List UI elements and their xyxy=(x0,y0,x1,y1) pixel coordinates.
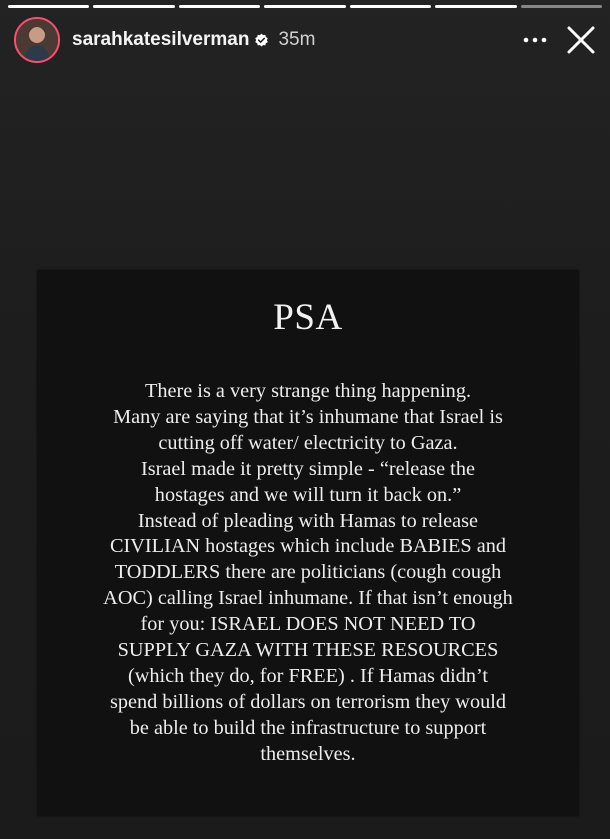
post-title: PSA xyxy=(273,297,343,338)
psa-post-card xyxy=(37,270,579,816)
progress-segment xyxy=(8,5,89,8)
progress-segment xyxy=(521,5,602,8)
post-body-line: SUPPLY GAZA WITH THESE RESOURCES xyxy=(117,639,499,662)
avatar-image xyxy=(16,19,58,61)
close-icon[interactable] xyxy=(564,23,598,57)
post-time: 35m xyxy=(278,29,316,50)
post-body-line: There is a very strange thing happening. xyxy=(144,380,472,402)
post-body-line: spend billions of dollars on terrorism they would xyxy=(110,690,506,713)
verified-badge-icon xyxy=(254,33,269,48)
progress-segment xyxy=(435,5,516,8)
story-progress-bar xyxy=(8,5,602,8)
progress-segment xyxy=(350,5,431,8)
progress-segment xyxy=(264,5,345,8)
post-body-line: TODDLERS there are politicians (cough cough xyxy=(114,561,502,584)
post-body-line: AOC) calling Israel inhumane. If that isn’t enough xyxy=(103,587,513,610)
post-body-line: themselves. xyxy=(260,742,356,765)
avatar[interactable] xyxy=(14,17,60,63)
post-body-line: Israel made it pretty simple - “release the xyxy=(141,457,475,480)
username[interactable]: sarahkatesilverman xyxy=(72,29,250,50)
more-horizontal-icon[interactable] xyxy=(520,25,550,55)
post-body xyxy=(68,379,548,768)
story-header xyxy=(14,14,598,66)
post-body-line: CIVILIAN hostages which include BABIES and xyxy=(110,535,506,558)
post-body-line: for you: ISRAEL DOES NOT NEED TO xyxy=(140,613,476,636)
post-body-line: hostages and we will turn it back on.” xyxy=(154,483,462,506)
progress-segment xyxy=(93,5,174,8)
post-body-line: (which they do, for FREE) . If Hamas didn’t xyxy=(127,664,489,687)
post-body-line: cutting off water/ electricity to Gaza. xyxy=(158,431,458,454)
post-body-line: Many are saying that it’s inhumane that Israel is xyxy=(113,405,503,428)
progress-segment xyxy=(179,5,260,8)
post-body-line: be able to build the infrastructure to support xyxy=(129,716,487,739)
post-body-line: Instead of pleading with Hamas to release xyxy=(137,509,479,532)
